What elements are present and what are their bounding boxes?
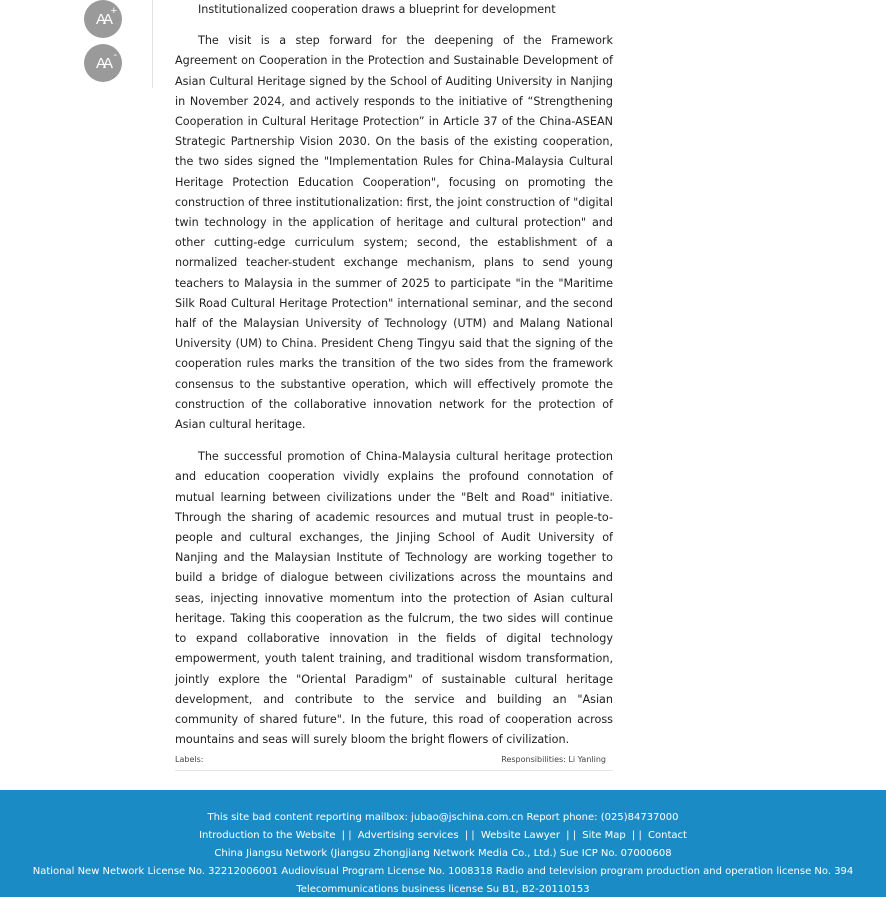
sidebar-divider — [152, 0, 153, 88]
company-line: China Jiangsu Network (Jiangsu Zhongjiang Network Media Co., Ltd.) Sue ICP No. 07000608 — [214, 848, 672, 859]
text-size-decrease-icon: AA - — [95, 48, 117, 72]
footer-link-site-map[interactable]: Site Map — [582, 830, 626, 841]
responsibilities-text: Responsibilities: Li Yanling — [501, 755, 606, 764]
telecom-line: Telecommunications business license Su B1, B2-20110153 — [296, 884, 590, 895]
footer-link-advertising[interactable]: Advertising services — [357, 830, 459, 841]
labels-text: Labels: — [175, 755, 204, 764]
text-size-increase-icon: AA + — [95, 4, 117, 28]
footer-separator: | | — [566, 830, 577, 841]
footer-link-lawyer[interactable]: Website Lawyer — [480, 830, 560, 841]
article-paragraph: The visit is a step forward for the deepening of the Framework Agreement on Cooperation in the Protection and Sustainable Development of Asian Cultural Heritage signed by the School of Auditing University in Nanjing in November 2024, and actively responds to the initiative of “Strengthening Cooperation in Cultural Heritage Protection” in Article 37 of the China-ASEAN Strategic Partnership Vision 2030. On the basis of the existing cooperation, the two sides signed the "Implementation Rules for China-Malaysia Cultural Heritage Protection Education Cooperation", focusing on promoting the construction of three institutionalization: first, the joint construction of "digital twin technology in the application of heritage and cultural protection" and other cutting-edge curriculum system; second, the establishment of a normalized teacher-student exchange mechanism, plans to send young teachers to Malaysia in the summer of 2025 to participate "in the "Maritime Silk Road Cultural Heritage Protection" international seminar, and the second half of the Malaysian University of Technology (UTM) and Malang National University (UM) to China. President Cheng Tingyu said that the signing of the cooperation rules marks the transition of the two sides from the framework consensus to the substantive operation, which will effectively promote the construction of the collaborative innovation network for the protection of Asian cultural heritage. — [175, 34, 613, 432]
article-body — [175, 0, 613, 750]
site-footer — [0, 790, 886, 897]
footer-link-introduction[interactable]: Introduction to the Website — [199, 830, 336, 841]
footer-separator: | | — [631, 830, 642, 841]
footer-separator: | | — [464, 830, 475, 841]
footer-link-contact[interactable]: Contact — [648, 830, 687, 841]
increase-font-size-button[interactable] — [84, 0, 122, 38]
decrease-font-size-button[interactable] — [84, 44, 122, 82]
footer-links — [0, 830, 886, 841]
report-line: This site bad content reporting mailbox: jubao@jschina.com.cn Report phone: (025)84737000 — [207, 812, 679, 823]
article-paragraph: The successful promotion of China-Malaysia cultural heritage protection and education cooperation vividly explains the profound connotation of mutual learning between civilizations under the "Belt and Road" initiative. Through the sharing of academic resources and mutual trust in people-to-people and cultural exchanges, the Jinjing School of Audit University of Nanjing and the Malaysian Institute of Technology are working together to build a bridge of dialogue between civilizations across the mountains and seas, injecting innovative momentum into the protection of Asian cultural heritage. Taking this cooperation as the fulcrum, the two sides will continue to expand collaborative innovation in the fields of digital technology empowerment, youth talent training, and traditional wisdom transformation, jointly explore the "Oriental Paradigm" of sustainable cultural heritage development, and contribute to the service and building an "Asian community of shared future". In the future, this road of cooperation across mountains and seas will surely bloom the bright flowers of civilization. — [175, 450, 613, 747]
article-meta — [175, 751, 613, 771]
license-line: National New Network License No. 32212006001 Audiovisual Program License No. 1008318 Radio and television program production and operation license No. 394 — [32, 866, 854, 877]
section-heading: Institutionalized cooperation draws a blueprint for development — [198, 3, 556, 16]
footer-separator: | | — [341, 830, 352, 841]
